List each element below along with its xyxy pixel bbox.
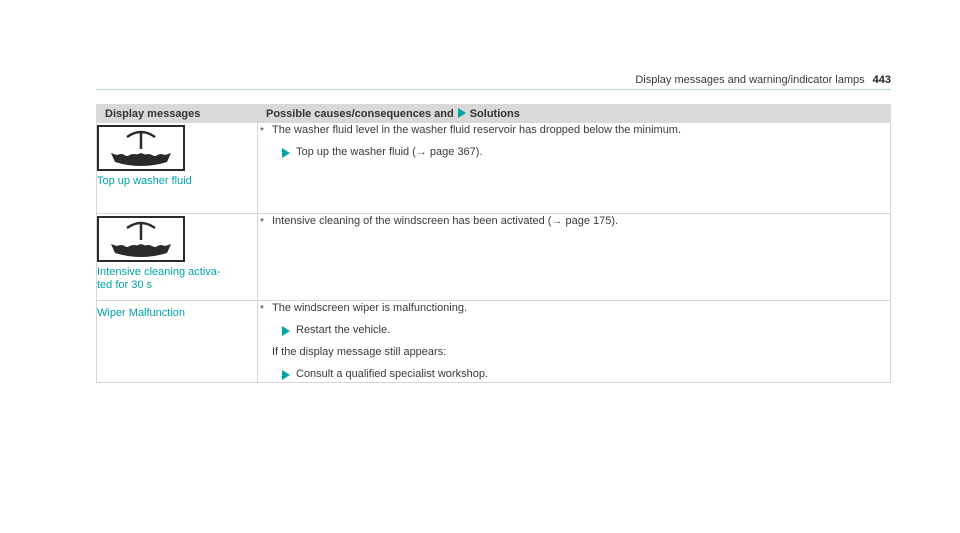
cause-solution-cell [258, 214, 891, 301]
windscreen-washer-icon [97, 125, 185, 171]
cause-item: * The windscreen wiper is malfunctioning. [260, 302, 468, 315]
bullet-asterisk: * [260, 126, 264, 137]
table-row [97, 214, 891, 301]
header-rule [96, 89, 891, 90]
cause-solution-cell [258, 123, 891, 214]
section-title: Display messages and warning/indicator lamps [635, 74, 865, 86]
table-row [97, 123, 891, 214]
column-header-causes-solutions: Possible causes/consequences and Solutions [258, 105, 891, 123]
cause-item: * Intensive cleaning of the windscreen has been activated (→ page 175). [260, 215, 619, 228]
cause-item: * The washer fluid level in the washer fluid reservoir has dropped below the minimum. [260, 124, 682, 137]
action-item: Consult a qualified specialist workshop. [258, 367, 890, 382]
page-number: 443 [872, 74, 891, 86]
action-item: Top up the washer fluid (→ page 367). [258, 145, 890, 160]
bullet-asterisk: * [260, 217, 264, 228]
action-item: Restart the vehicle. [258, 323, 890, 338]
column-header-display-messages: Display messages [97, 105, 258, 123]
message-cell [97, 214, 258, 301]
table-header-row [97, 105, 891, 123]
message-label: ted for 30 s [97, 279, 153, 291]
triangle-arrow-icon [458, 108, 466, 118]
cause-solution-cell [258, 301, 891, 383]
message-label: Intensive cleaning activa- [97, 266, 221, 278]
table-row [97, 301, 891, 383]
page-reference-arrow: → [551, 215, 563, 227]
note-text: If the display message still appears: [272, 346, 447, 358]
message-label: Top up washer fluid [97, 175, 192, 187]
display-messages-table [96, 104, 891, 383]
triangle-arrow-icon [282, 148, 290, 158]
message-cell [97, 123, 258, 214]
page-header [635, 74, 891, 86]
page-reference-arrow: → [415, 146, 427, 158]
message-label: Wiper Malfunction [97, 307, 186, 319]
windscreen-washer-icon [97, 216, 185, 262]
message-cell [97, 301, 258, 383]
triangle-arrow-icon [282, 370, 290, 380]
triangle-arrow-icon [282, 326, 290, 336]
bullet-asterisk: * [260, 304, 264, 315]
